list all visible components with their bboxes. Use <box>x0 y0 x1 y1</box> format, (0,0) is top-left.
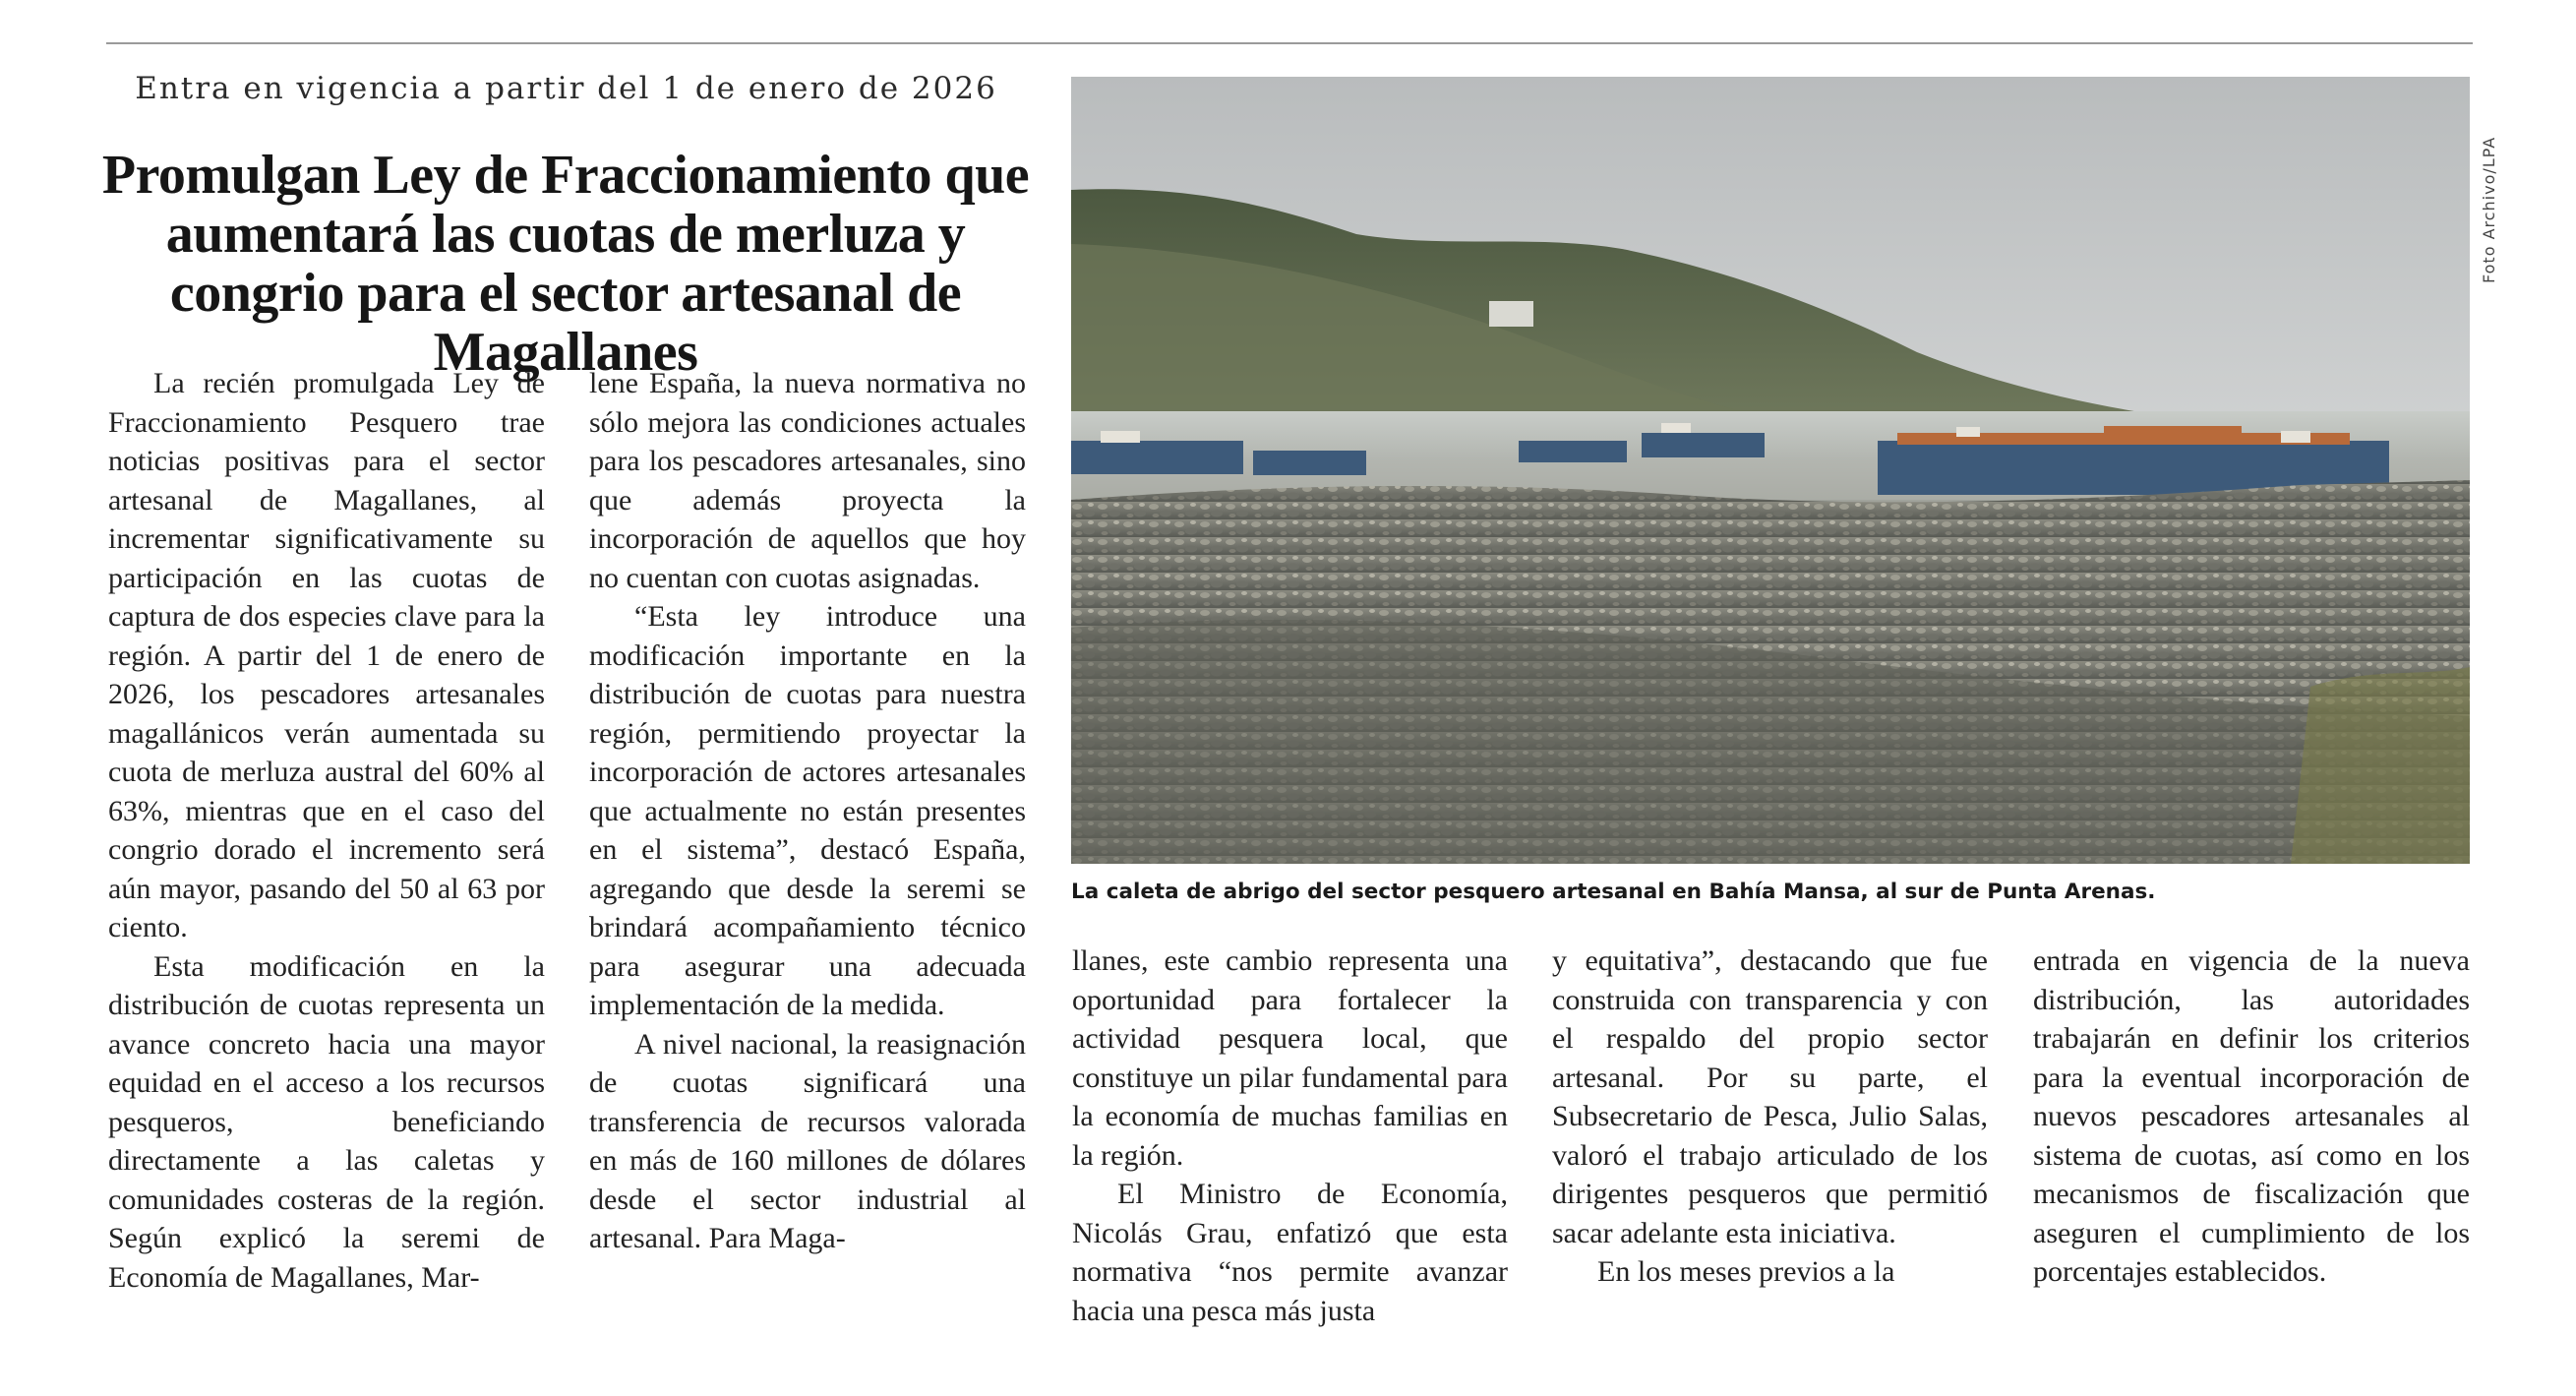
article-column-1 <box>108 364 545 1297</box>
photo-credit: Foto Archivo/LPA <box>2480 136 2498 283</box>
article-paragraph: La recién promulgada Ley de Fraccionamiento Pesquero trae noticias positivas para el sector artesanal de Magallanes, al incrementar significativamente su participación en las cuotas de captura de dos especies clave para la región. A partir del 1 de enero de 2026, los pescadores artesanales magallánicos verán aumentada su cuota de merluza austral del 60% al 63%, mientras que en el caso del congrio dorado el incremento será aún mayor, pasando del 50 al 63 por ciento. <box>108 367 545 943</box>
article-paragraph: llanes, este cambio representa una oportunidad para fortalecer la actividad pesquera local, que constituye un pilar fundamental para la economía de muchas familias en la región. <box>1072 944 1508 1172</box>
article-photo <box>1071 77 2470 864</box>
article-paragraph: El Ministro de Economía, Nicolás Grau, enfatizó que esta normativa “nos permite avanzar hacia una pesca más justa <box>1072 1178 1508 1327</box>
article-column-4 <box>1552 941 1988 1292</box>
article-column-2 <box>589 364 1026 1258</box>
article-column-5 <box>2033 941 2470 1292</box>
article-paragraph: En los meses previos a la <box>1597 1255 1895 1288</box>
article-paragraph: Esta modificación en la distribución de cuotas representa un avance concreto hacia una mayor equidad en el acceso a los recursos pesqueros, beneficiando directamente a las caletas y comunidades costeras de la región. Según explicó la seremi de Economía de Magallanes, Mar- <box>108 949 545 1294</box>
article-paragraph: A nivel nacional, la reasignación de cuotas significará una transferencia de recursos valorada en más de 160 millones de dólares desde el sector industrial al artesanal. Para Maga- <box>589 1027 1026 1254</box>
harbor-photo-illustration <box>1071 77 2470 864</box>
article-headline: Promulgan Ley de Fraccionamiento que aumentará las cuotas de merluza y congrio para el sector artesanal de Magallanes <box>101 145 1030 383</box>
article-column-3 <box>1072 941 1508 1330</box>
article-kicker: Entra en vigencia a partir del 1 de enero de 2026 <box>135 71 997 106</box>
top-rule <box>106 42 2473 44</box>
article-paragraph: y equitativa”, destacando que fue construida con transparencia y con el respaldo del propio sector artesanal. Por su parte, el Subsecretario de Pesca, Julio Salas, valoró el trabajo articulado de los dirigentes pesqueros que permitió sacar adelante esta iniciativa. <box>1552 944 1988 1249</box>
article-paragraph: lene España, la nueva normativa no sólo mejora las condiciones actuales para los pescadores artesanales, sino que además proyecta la incorporación de aquellos que hoy no cuentan con cuotas asignadas. <box>589 367 1026 594</box>
photo-caption: La caleta de abrigo del sector pesquero artesanal en Bahía Mansa, al sur de Punta Arenas. <box>1071 880 2156 904</box>
article-paragraph: “Esta ley introduce una modificación importante en la distribución de cuotas para nuestra región, permitiendo proyectar la incorporación de actores artesanales que actualmente no están presentes en el sistema”, destacó España, agregando que desde la seremi se brindará acompañamiento técnico para asegurar una adecuada implementación de la medida. <box>589 600 1026 1021</box>
article-paragraph: entrada en vigencia de la nueva distribución, las autoridades trabajarán en definir los criterios para la eventual incorporación de nuevos pescadores artesanales al sistema de cuotas, así como en los mecanismos de fiscalización que aseguren el cumplimiento de los porcentajes establecidos. <box>2033 944 2470 1288</box>
